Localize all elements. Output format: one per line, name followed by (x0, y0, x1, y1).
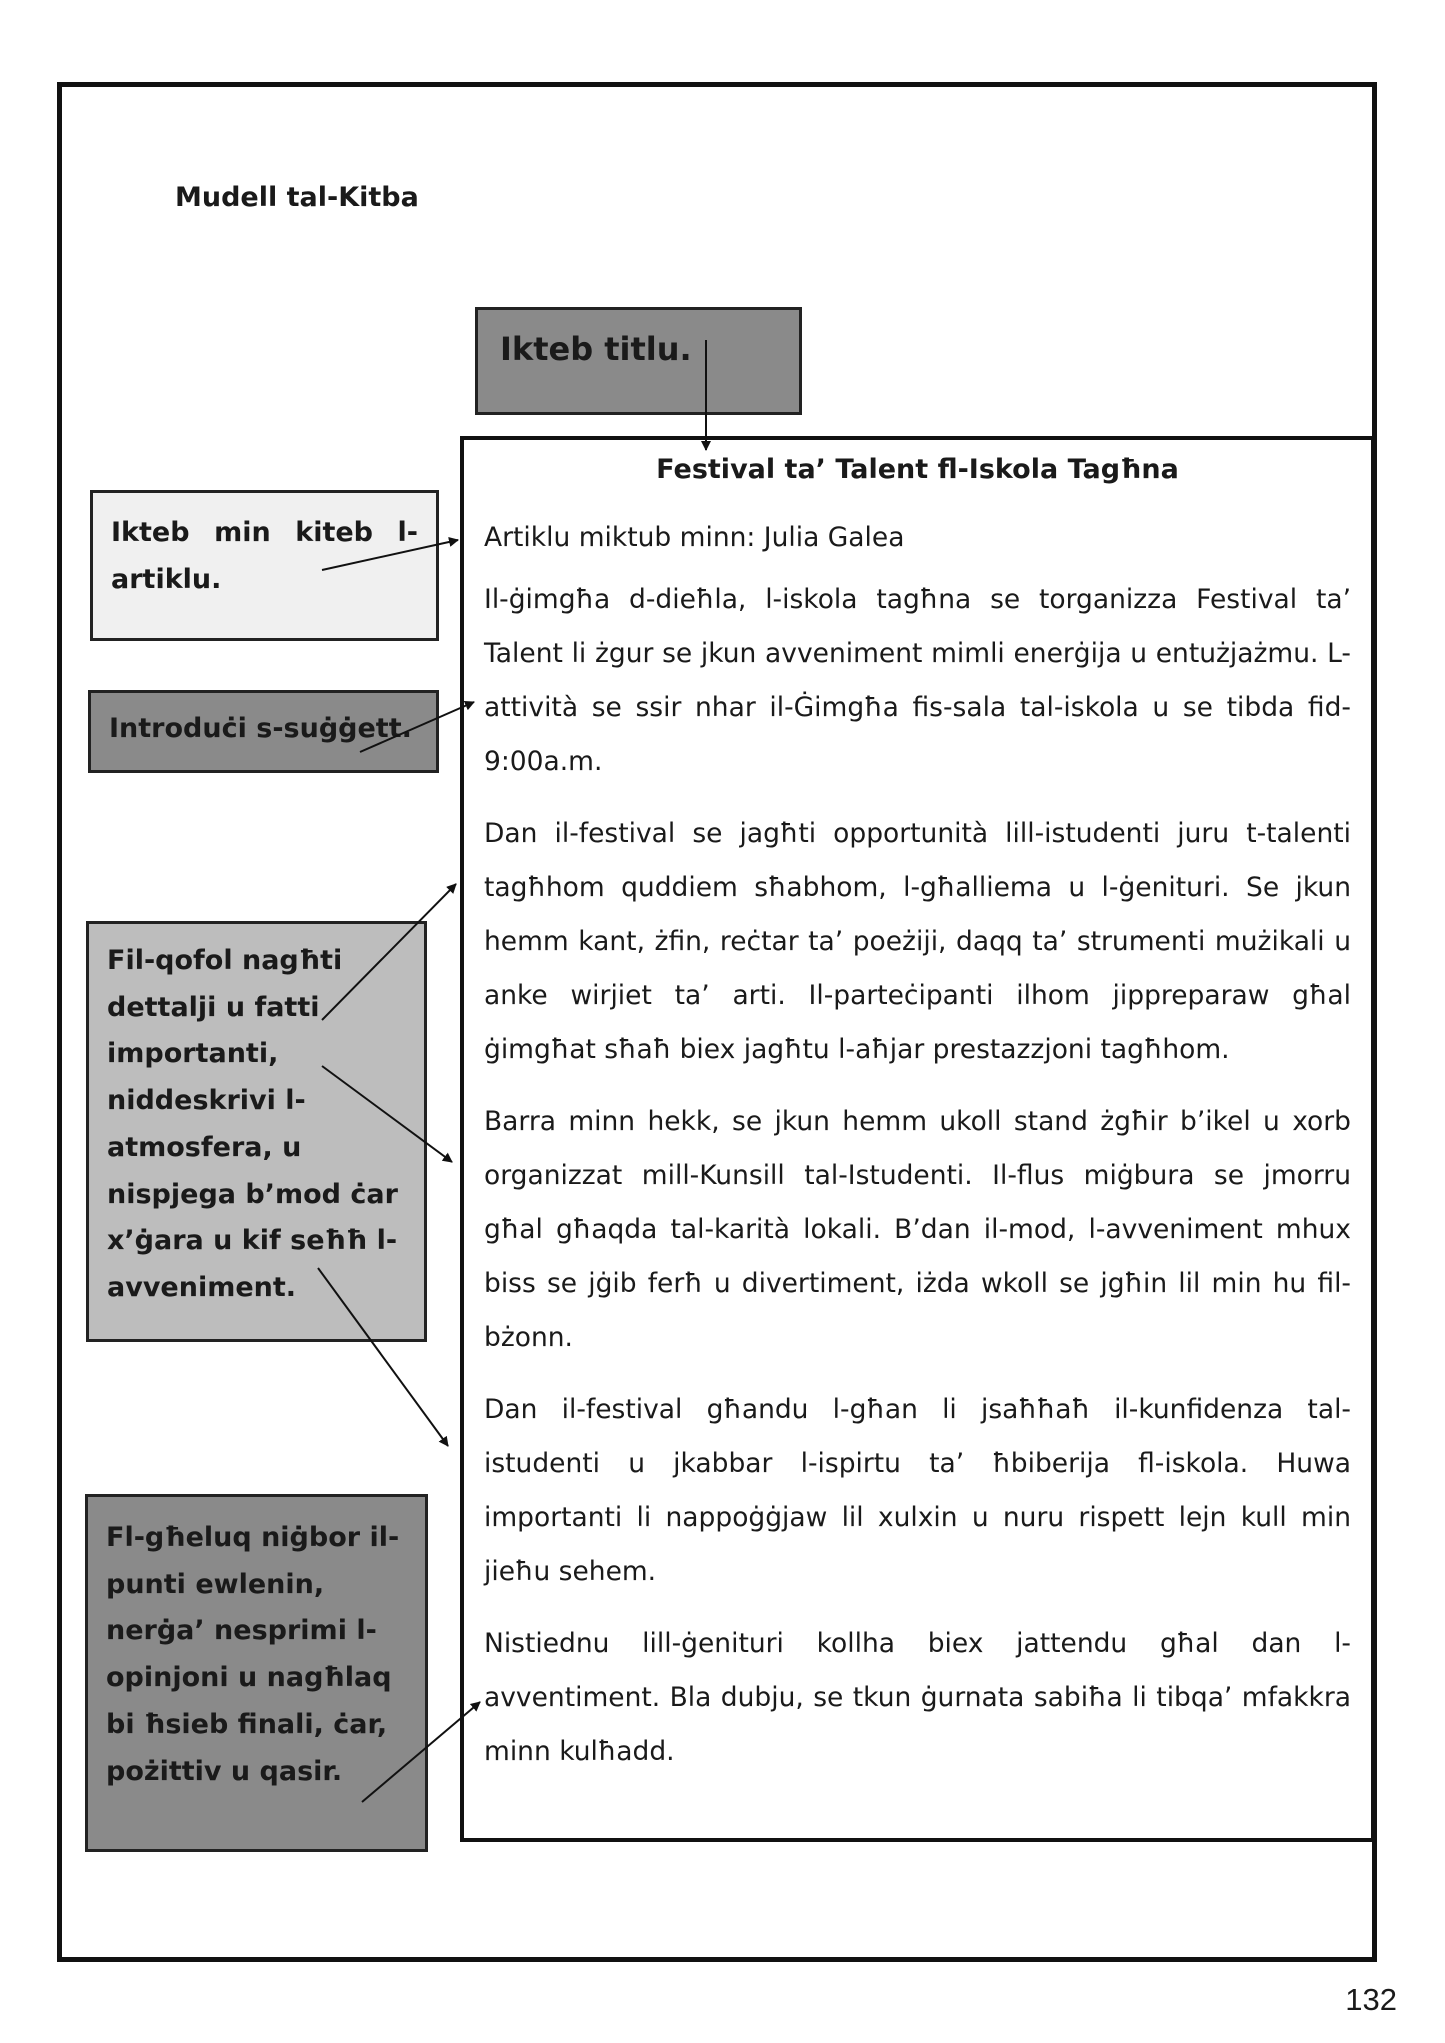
article-paragraph-body-3: Dan il-festival għandu l-għan li jsaħħaħ il-kunfidenza tal-istudenti u jkabbar l-ispirtu ta’ ħbiberija fl-iskola. Huwa importanti li nappoġġjaw lil xulxin u nuru rispett lejn kull min jieħu sehem. (484, 1394, 1351, 1587)
intro-label-box: Introduċi s-suġġett. (88, 690, 439, 773)
conclusion-label-box: Fl-għeluq niġbor il-punti ewlenin, nerġa’ nesprimi l-opinjoni u nagħlaq bi ħsieb finali, ċar, pożittiv u qasir. (85, 1494, 428, 1852)
page-heading: Mudell tal-Kitba (175, 182, 419, 213)
article-paragraph-conclusion: Nistiednu lill-ġenituri kollha biex jattendu għal dan l-avventiment. Bla dubju, se tkun ġurnata sabiħa li tibqa’ mfakkra minn kulħadd. (484, 1628, 1351, 1767)
article-paragraph-intro: Il-ġimgħa d-dieħla, l-iskola tagħna se torganizza Festival ta’ Talent li żgur se jkun avveniment mimli enerġija u entużjażmu. L-attività se ssir nhar il-Ġimgħa fis-sala tal-iskola u se tibda fid-9:00a.m. (484, 584, 1351, 777)
article-paragraph-body-2: Barra minn hekk, se jkun hemm ukoll stand żgħir b’ikel u xorb organizzat mill-Kunsill tal-Istudenti. Il-flus miġbura se jmorru għal għaqda tal-karità lokali. B’dan il-mod, l-avveniment mhux biss se jġib ferħ u divertiment, iżda wkoll se jgħin lil min hu fil-bżonn. (484, 1106, 1351, 1353)
article-paragraph-body-1: Dan il-festival se jagħti opportunità lill-istudenti juru t-talenti tagħhom quddiem sħabhom, l-għalliema u l-ġenituri. Se jkun hemm kant, żfin, reċtar ta’ poeżiji, daqq ta’ strumenti mużikali u anke wirjiet ta’ arti. Il-parteċipanti ilhom jippreparaw għal ġimgħat sħaħ biex jagħtu l-aħjar prestazzjoni tagħhom. (484, 818, 1351, 1065)
article-title: Festival ta’ Talent fl-Iskola Tagħna (656, 454, 1179, 485)
article-author: Artiklu miktub minn: Julia Galea (484, 522, 905, 553)
title-label-box: Ikteb titlu. (475, 307, 802, 415)
body-label-box: Fil-qofol nagħti dettalji u fatti importanti, niddeskrivi l-atmosfera, u nispjega b’mod ċar x’ġara u kif seħħ l-avveniment. (86, 921, 427, 1342)
article-box (460, 436, 1375, 1842)
page-number: 132 (1345, 1982, 1397, 2017)
author-label-box: Ikteb min kiteb l-artiklu. (90, 490, 439, 641)
